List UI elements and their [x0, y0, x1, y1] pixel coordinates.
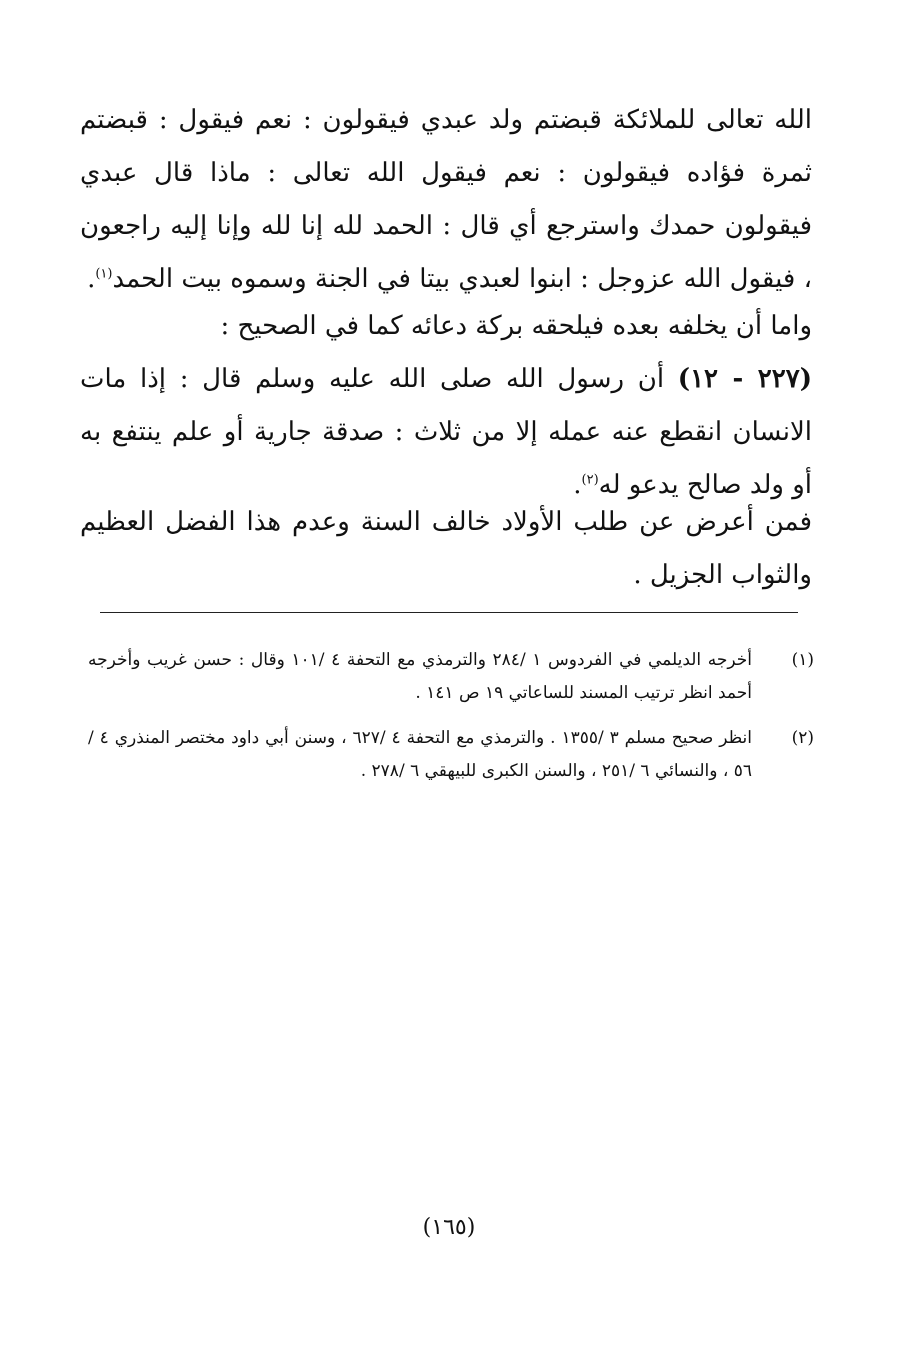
body-paragraph-1: [80, 94, 812, 306]
footnote-text: انظر صحيح مسلم ٣ /١٣٥٥ . والترمذي مع التحفة ٤ /٦٢٧ ، وسنن أبي داود مختصر المنذري ٤ /٥٦ ، والنسائي ٦ /٢٥١ ، والسنن الكبرى للبيهقي ٦ /٢٧٨ .: [88, 728, 752, 781]
footnote-text: أخرجه الديلمي في الفردوس ١ /٢٨٤ والترمذي مع التحفة ٤ /١٠١ وقال : حسن غريب وأخرجه أحمد انظر ترتيب المسند للساعاتي ١٩ ص ١٤١ .: [88, 650, 752, 703]
footnote-ref-2: (٢): [581, 472, 599, 488]
paragraph-end: .: [87, 264, 96, 294]
hadith-number: (٢٢٧ - ١٢): [677, 364, 812, 394]
body-paragraph-4: [80, 496, 812, 602]
paragraph-end: .: [573, 470, 582, 500]
page-number: (١٦٥): [422, 1215, 476, 1240]
footnote-number: (٢): [791, 728, 814, 748]
hadith-paragraph: [80, 353, 812, 512]
paragraph-text: أن رسول الله صلى الله عليه وسلم قال : إذا مات الانسان انقطع عنه عمله إلا من ثلاث : صدقة جارية أو علم ينتفع به أو ولد صالح يدعو له: [80, 364, 812, 500]
footnote-number: (١): [791, 650, 814, 670]
footnote-divider: [100, 612, 798, 613]
body-paragraph-2: [80, 300, 812, 353]
footnote-ref-1: (١): [95, 266, 113, 282]
paragraph-text: واما أن يخلفه بعده فيلحقه بركة دعائه كما في الصحيح :: [220, 311, 812, 341]
paragraph-text: الله تعالى للملائكة قبضتم ولد عبدي فيقولون : نعم فيقول : قبضتم ثمرة فؤاده فيقولون : نعم فيقول الله تعالى : ماذا قال عبدي فيقولون حمدك واسترجع أي قال : الحمد لله إنا لله وإنا إليه راجعون ، فيقول الله عزوجل : ابنوا لعبدي بيتا في الجنة وسموه بيت الحمد: [80, 105, 812, 294]
footnote-2: [88, 722, 814, 788]
paragraph-text: فمن أعرض عن طلب الأولاد خالف السنة وعدم هذا الفضل العظيم والثواب الجزيل .: [80, 507, 812, 590]
footnote-1: [88, 644, 814, 710]
